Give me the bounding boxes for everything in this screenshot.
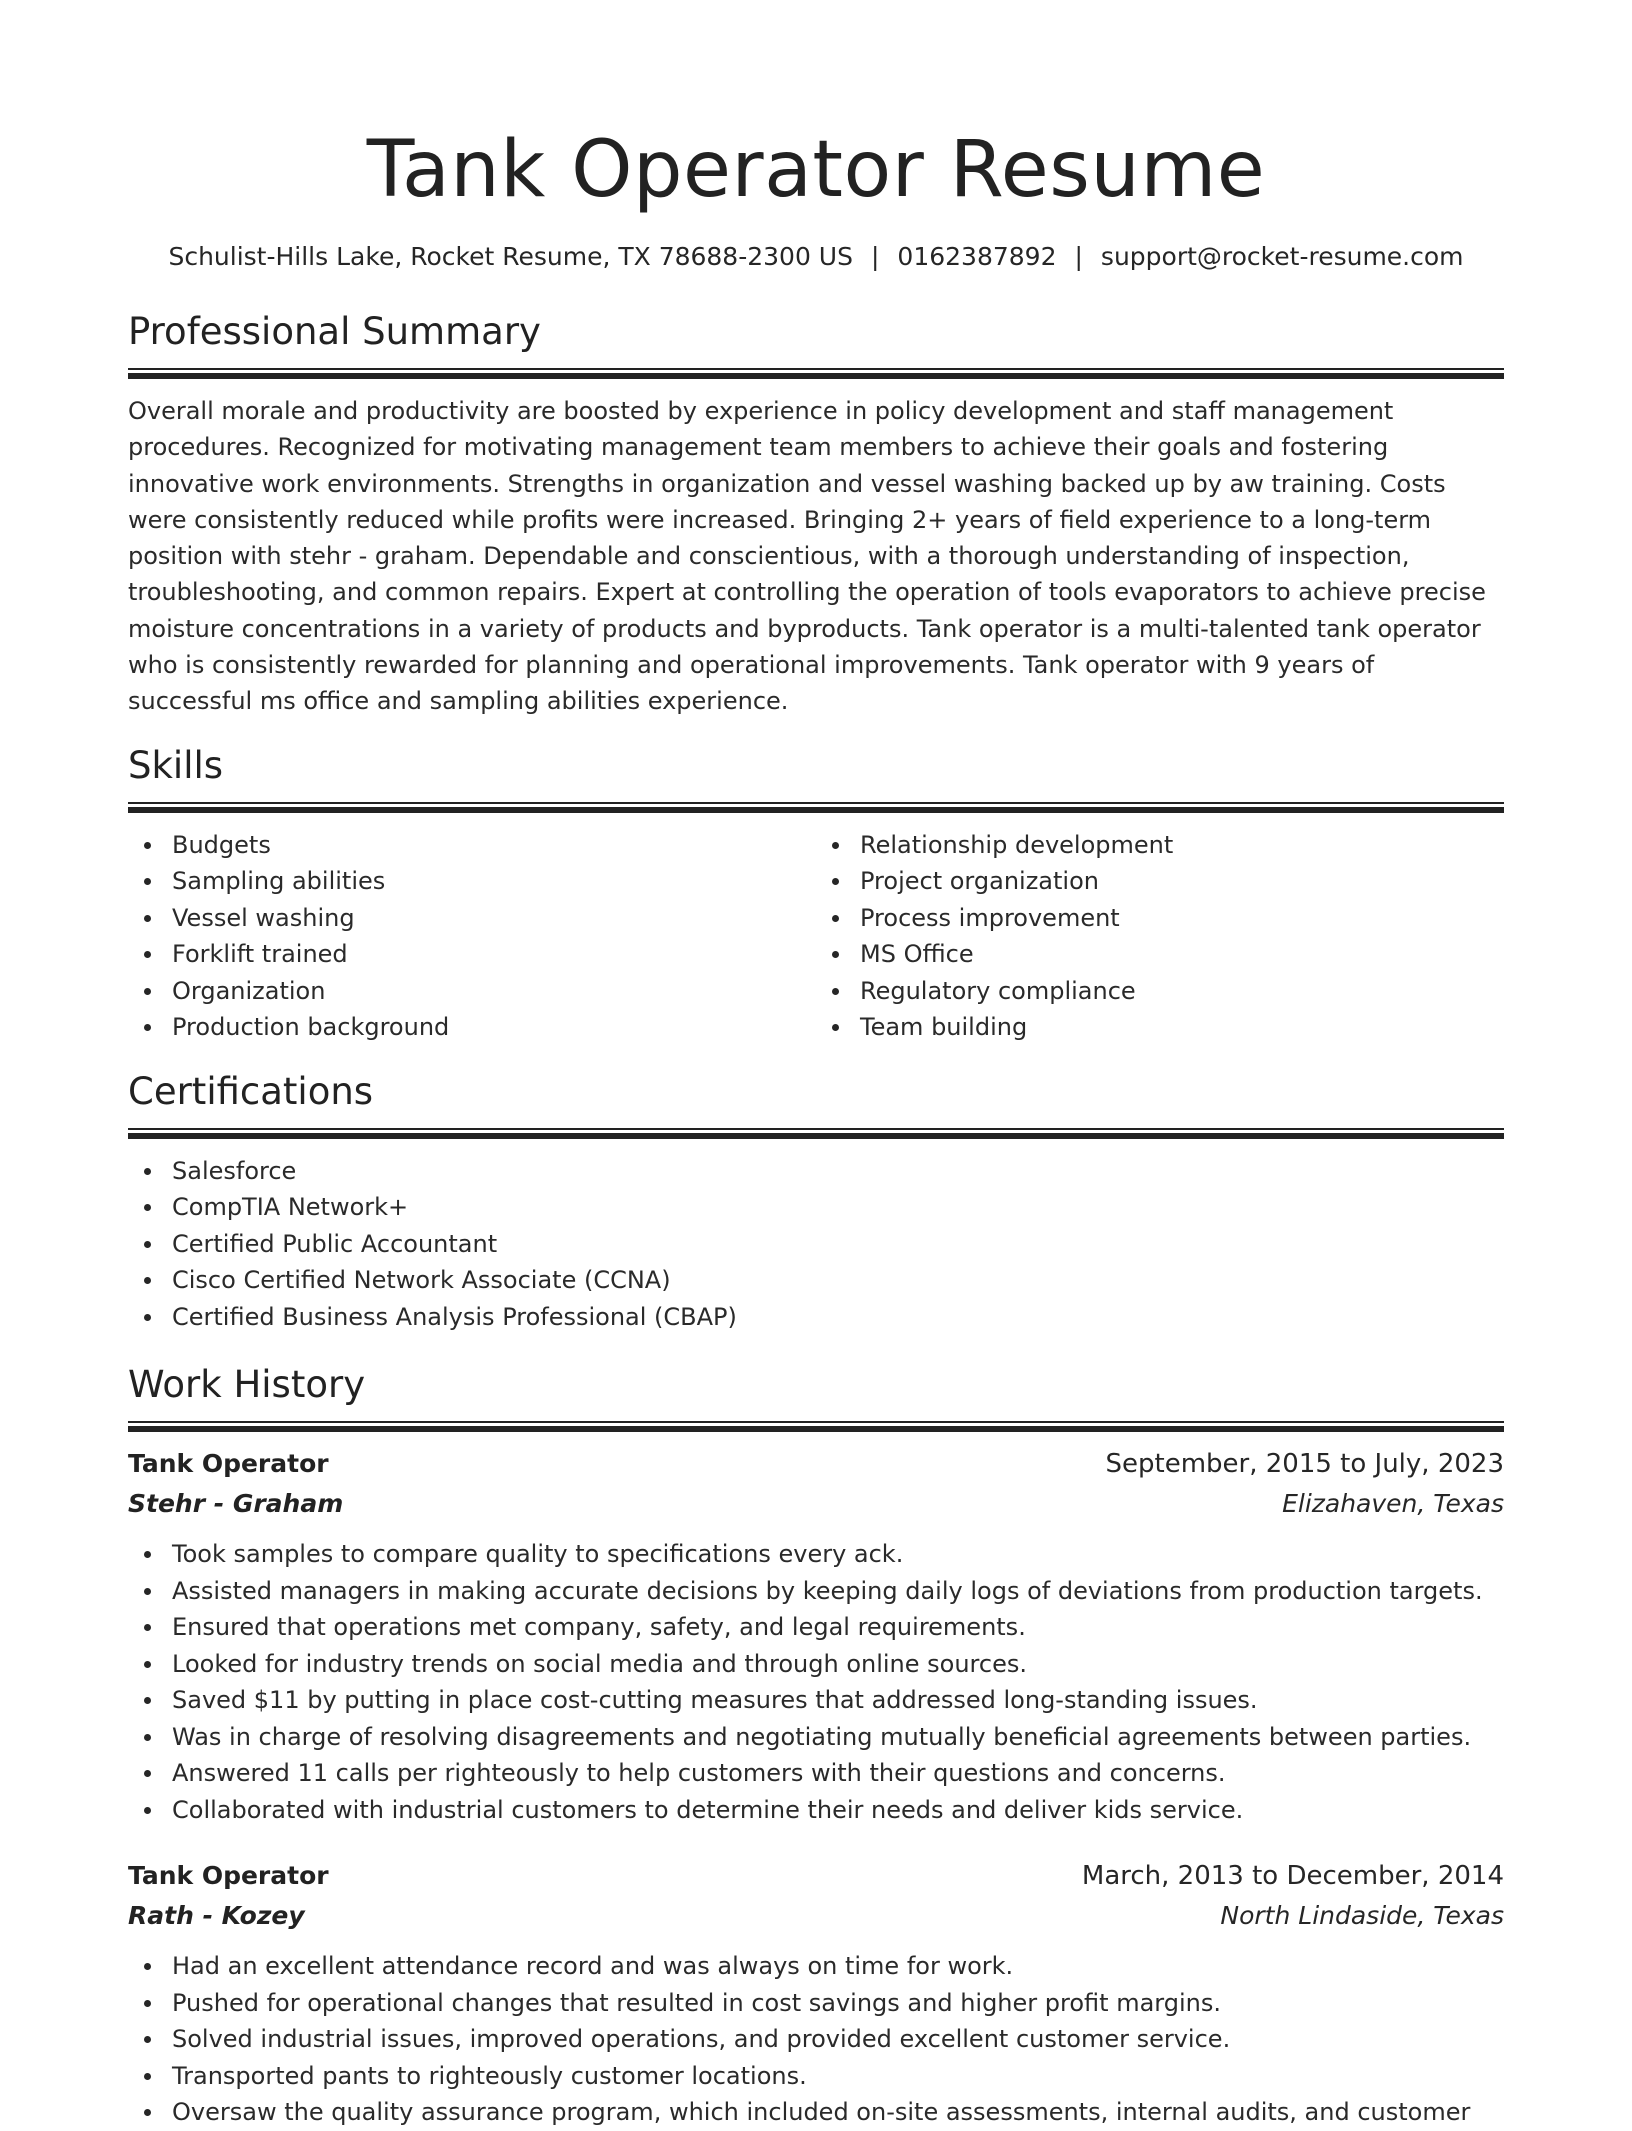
contact-separator: |: [1074, 242, 1083, 271]
skill-item: Team building: [860, 1009, 1504, 1046]
skill-item: Project organization: [860, 863, 1504, 900]
resume-title: Tank Operator Resume: [366, 125, 1266, 215]
job-dates: March, 2013 to December, 2014: [1081, 1861, 1504, 1892]
job-duty: Was in charge of resolving disagreements and negotiating mutually beneficial agreements between parties.: [172, 1719, 1504, 1756]
job-entry: [128, 1444, 1504, 1828]
contact-email: support@rocket-resume.com: [1100, 242, 1464, 271]
work-history-heading: Work History: [128, 1363, 366, 1407]
certification-item: Cisco Certified Network Associate (CCNA): [172, 1262, 1504, 1299]
certification-item: Certified Business Analysis Professional (CBAP): [172, 1299, 1504, 1336]
section-divider: [128, 1128, 1504, 1139]
job-duty: Transported pants to righteously customer locations.: [172, 2058, 1504, 2095]
skill-item: Sampling abilities: [172, 863, 816, 900]
certifications-section: [128, 1068, 1504, 1336]
section-divider: [128, 1421, 1504, 1432]
skills-section: [128, 742, 1504, 1046]
certification-item: Salesforce: [172, 1153, 1504, 1190]
skill-item: Production background: [172, 1009, 816, 1046]
work-history-section: [128, 1361, 1504, 2131]
certifications-heading: Certifications: [128, 1069, 374, 1113]
skills-heading: Skills: [128, 743, 224, 787]
job-header-row: [128, 1444, 1504, 1484]
job-dates: September, 2015 to July, 2023: [1105, 1449, 1504, 1480]
job-duty: Assisted managers in making accurate decisions by keeping daily logs of deviations from production targets.: [172, 1573, 1504, 1610]
summary-text: Overall morale and productivity are boosted by experience in policy development and staff management procedures. Recognized for motivating management team members to achieve their goals and fostering innovative work environments. Strengths in organization and vessel washing backed up by aw training. Costs were consistently reduced while profits were increased. Bringing 2+ years of field experience to a long-term position with stehr - graham. Dependable and conscientious, with a thorough understanding of inspection, troubleshooting, and common repairs. Expert at controlling the operation of tools evaporators to achieve precise moisture concentrations in a variety of products and byproducts. Tank operator is a multi-talented tank operator who is consistently rewarded for planning and operational improvements. Tank operator with 9 years of successful ms office and sampling abilities experience.: [128, 397, 1486, 716]
contact-phone: 0162387892: [897, 242, 1057, 271]
section-divider: [128, 802, 1504, 813]
job-company: Stehr - Graham: [128, 1489, 344, 1519]
job-title: Tank Operator: [128, 1861, 329, 1891]
certifications-list: [128, 1153, 1504, 1336]
skills-list-left: [128, 827, 816, 1046]
job-duty: Ensured that operations met company, safety, and legal requirements.: [172, 1609, 1504, 1646]
job-entry: [128, 1856, 1504, 2131]
job-header-row: [128, 1856, 1504, 1896]
job-duty: Collaborated with industrial customers to determine their needs and deliver kids service.: [172, 1792, 1504, 1829]
job-duty: Solved industrial issues, improved operations, and provided excellent customer service.: [172, 2021, 1504, 2058]
summary-section: [128, 308, 1504, 720]
job-duty: Looked for industry trends on social media and through online sources.: [172, 1646, 1504, 1683]
job-duty: Saved $11 by putting in place cost-cutting measures that addressed long-standing issues.: [172, 1682, 1504, 1719]
skills-grid: [128, 827, 1504, 1046]
resume-content: [128, 0, 1504, 2131]
contact-separator: |: [870, 242, 880, 271]
contact-address: Schulist-Hills Lake, Rocket Resume, TX 78688-2300 US: [168, 242, 853, 271]
section-divider: [128, 368, 1504, 379]
job-location: Elizahaven, Texas: [1282, 1489, 1504, 1519]
summary-heading: Professional Summary: [128, 310, 541, 353]
skill-item: Vessel washing: [172, 900, 816, 937]
job-company-row: [128, 1484, 1504, 1524]
skill-item: Forklift trained: [172, 936, 816, 973]
job-company: Rath - Kozey: [128, 1901, 305, 1931]
job-duties-list: [128, 1948, 1504, 2131]
job-duty: Had an excellent attendance record and was always on time for work.: [172, 1948, 1504, 1985]
skill-item: Process improvement: [860, 900, 1504, 937]
job-duties-list: [128, 1536, 1504, 1828]
skill-item: Regulatory compliance: [860, 973, 1504, 1010]
job-duty: Took samples to compare quality to specifications every ack.: [172, 1536, 1504, 1573]
job-location: North Lindaside, Texas: [1220, 1901, 1504, 1931]
job-title: Tank Operator: [128, 1449, 329, 1479]
skills-list-right: [816, 827, 1504, 1046]
skill-item: MS Office: [860, 936, 1504, 973]
skill-item: Organization: [172, 973, 816, 1010]
job-company-row: [128, 1896, 1504, 1936]
skill-item: Relationship development: [860, 827, 1504, 864]
contact-line: [128, 240, 1504, 274]
job-duty: Answered 11 calls per righteously to help customers with their questions and concerns.: [172, 1755, 1504, 1792]
certification-item: CompTIA Network+: [172, 1189, 1504, 1226]
job-duty: Pushed for operational changes that resulted in cost savings and higher profit margins.: [172, 1985, 1504, 2022]
job-duty: Oversaw the quality assurance program, which included on-site assessments, internal audits, and customer: [172, 2094, 1504, 2131]
skill-item: Budgets: [172, 827, 816, 864]
certification-item: Certified Public Accountant: [172, 1226, 1504, 1263]
